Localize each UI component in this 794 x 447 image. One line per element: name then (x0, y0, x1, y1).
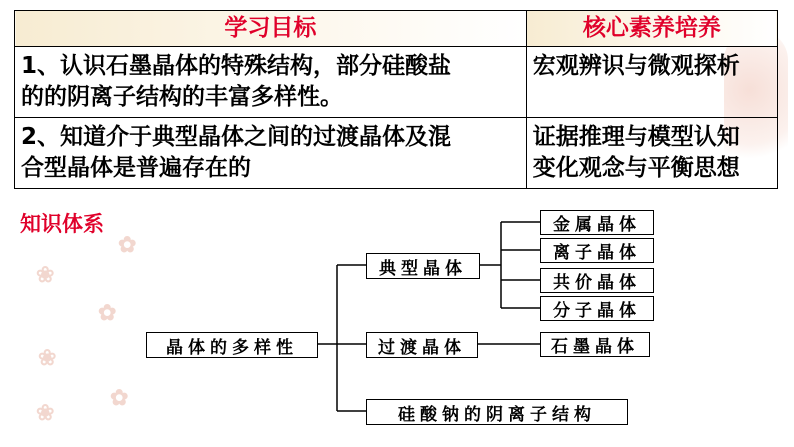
decorative-stamp: ✿ (110, 385, 129, 411)
header-learning-goals: 学习目标 (15, 11, 527, 47)
goal-cell: 2、知道介于典型晶体之间的过渡晶体及混 合型晶体是普遍存在的 (15, 118, 527, 189)
leaf-ionic-crystal: 离子晶体 (540, 238, 654, 263)
literacy-cell: 宏观辨识与微观探析 (526, 47, 777, 118)
leaf-covalent-crystal: 共价晶体 (540, 268, 654, 293)
header-core-literacy: 核心素养培养 (526, 11, 777, 47)
decorative-stamp: ✿ (98, 300, 117, 326)
decorative-stamp: ❀ (38, 345, 57, 371)
decorative-stamp: ✿ (118, 232, 137, 258)
branch-typical-crystals: 典型晶体 (366, 253, 480, 279)
leaf-metal-crystal: 金属晶体 (540, 210, 654, 235)
leaf-molecular-crystal: 分子晶体 (540, 296, 654, 321)
branch-silicate-anion: 硅酸钠的阴离子结构 (366, 399, 628, 425)
goal-cell: 1、认识石墨晶体的特殊结构，部分硅酸盐 的的阴离子结构的丰富多样性。 (15, 47, 527, 118)
tree-root: 晶体的多样性 (146, 332, 318, 358)
leaf-graphite-crystal: 石墨晶体 (540, 332, 650, 357)
literacy-cell: 证据推理与模型认知 变化观念与平衡思想 (526, 118, 777, 189)
decorative-stamp: ❀ (36, 262, 55, 288)
section-title: 知识体系 (20, 212, 104, 236)
branch-transition-crystals: 过渡晶体 (366, 332, 478, 358)
decorative-stamp: ❀ (36, 400, 55, 426)
